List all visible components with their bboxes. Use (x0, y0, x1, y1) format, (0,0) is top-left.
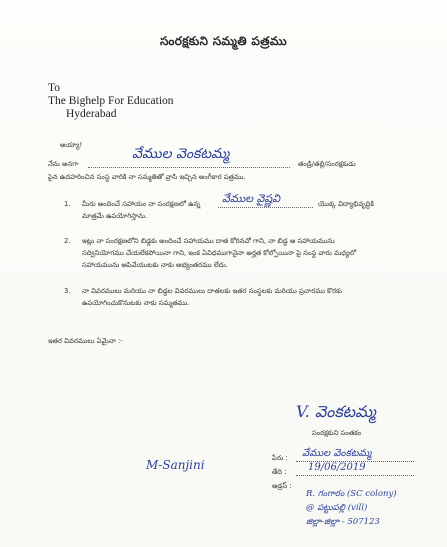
item-2-line-3: సహాయమును ఆపివేయుటకు నాకు అభ్యంతరము లేదు. (82, 261, 229, 269)
guardian-signature-handwritten: V. వెంకటమ్మ (296, 402, 376, 421)
other-details-label: ఇతర వివరములు ఏమైనా :- (48, 337, 123, 345)
intro-prefix: నేను అనగా (48, 160, 79, 168)
footer-name-handwritten: వేముల వెంకటమ్మ (302, 448, 372, 459)
item-3-line-1: నా వివరములు మరియు నా బిడ్డల వివరములు దాతలకు ఇతర సంస్థలకు మరియు ప్రచారము కొరకు (82, 287, 343, 295)
footer-address-line-3: జిల్లా-జిల్లా - 507123 (306, 517, 380, 527)
guardian-name-handwritten: వేముల వెంకటమ్మ (132, 146, 230, 162)
address-organization: The Bighelp For Education (48, 95, 174, 107)
footer-date-handwritten: 19/06/2019 (308, 462, 366, 473)
item-1-text-before: మీరు అందించే సహాయం నా సంరక్షణలో ఉన్న (82, 200, 201, 208)
item-1-number: 1. (64, 200, 71, 208)
footer-address-label: అడ్రస్ : (272, 482, 292, 490)
item-2-line-1: ఇట్లు నా సంరక్షణలోని బిడ్డకు అందించే సహాయము దాత కోరినచో గాని, నా బిడ్డ ఆ సహాయమును (82, 237, 335, 245)
item-1-line-2: మాత్రమే ఉపయోగిస్తాను. (82, 212, 148, 220)
guardian-name-dotted-line (88, 167, 290, 168)
footer-name-label: పేరు : (272, 454, 288, 462)
item-1-text-after: యొక్క విద్యాభివృద్ధికి (318, 200, 374, 208)
footer-address-line-2: @ పట్టుపల్లి (vill) (306, 503, 368, 513)
address-city: Hyderabad (66, 108, 117, 120)
address-to: To (48, 82, 60, 94)
item-3-line-2: ఉపయోగించుకొనుటకు నాకు సమ్మతము. (82, 299, 190, 307)
guardian-signature-label: సంరక్షకుని సంతకం (312, 429, 362, 437)
intro-relation: తండ్రి/తల్లి/సంరక్షకుడు (298, 160, 356, 168)
footer-date-dotted-line (296, 475, 414, 476)
item-3-number: 3. (64, 287, 71, 295)
footer-address-line-1: R. గంగారం (SC colony) (306, 489, 397, 499)
student-name-handwritten: వేముల వైష్ణవి (222, 192, 281, 205)
intro-line-2: పైన ఉదహరించిన సంస్థ వారికి నా సమ్మతితో వ్రాసి ఇచ్చిన అంగీకార పత్రము. (48, 173, 246, 181)
letter-title: సంరక్షకుని సమ్మతి పత్రము (159, 34, 288, 48)
witness-signature-handwritten: M-Sanjini (146, 458, 205, 472)
salutation: అయ్యా! (60, 141, 83, 149)
footer-date-label: తేది : (272, 468, 287, 476)
item-2-number: 2. (64, 237, 71, 245)
item-2-line-2: సద్వినియోగము చేయలేకపోయినా గాని, ఇంక ఏవిధముగానైనా అర్హత కోల్పోయినా పై సంస్థ వారు మధ్యలో (82, 249, 357, 257)
